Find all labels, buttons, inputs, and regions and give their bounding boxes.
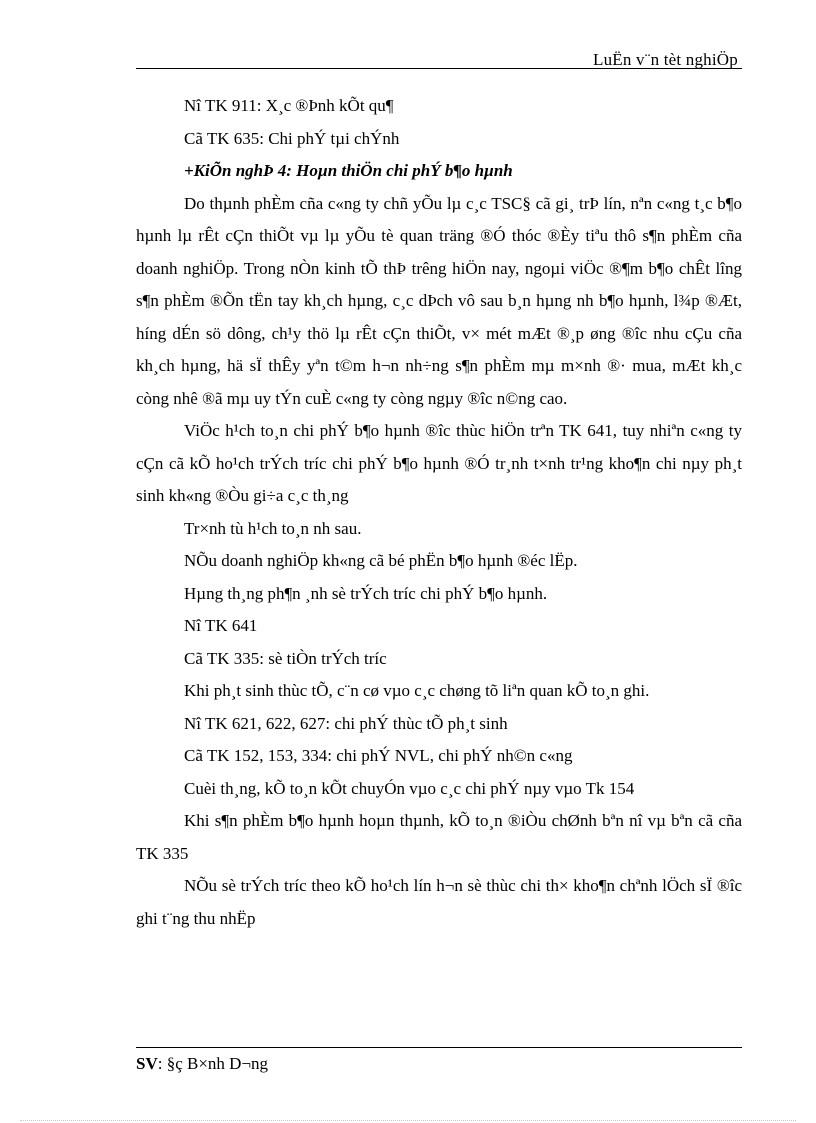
paragraph: Khi s¶n phÈm b¶o hµnh hoµn thµnh, kÕ to¸n ®iÒu chØnh bªn nî vµ bªn cã cña TK 335 [136,811,742,863]
page-footer [136,1054,268,1074]
page-header-title: LuËn v¨n tèt nghiÖp [593,50,738,69]
header-divider [136,68,742,69]
paragraph: NÕu doanh nghiÖp kh«ng cã bé phËn b¶o hµnh ®éc lËp. [184,551,578,570]
paragraph: Nî TK 641 [184,616,258,635]
paragraph: Cã TK 152, 153, 334: chi phÝ NVL, chi phÝ nh©n c«ng [184,746,573,765]
page-edge-divider [20,1120,796,1121]
paragraph: ViÖc h¹ch to¸n chi phÝ b¶o hµnh ®îc thùc hiÖn trªn TK 641, tuy nhiªn c«ng ty cÇn cã kÕ ho¹ch trÝch tríc chi phÝ b¶o hµnh ®Ó tr¸nh t×nh tr¹ng kho¶n chi nµy ph¸t sinh kh«ng ®Òu gi÷a c¸c th¸ng [136,421,742,505]
paragraph: Nî TK 621, 622, 627: chi phÝ thùc tÕ ph¸t sinh [184,713,508,733]
paragraph: Cã TK 635: Chi phÝ tµi chÝnh [184,128,400,148]
footer-divider [136,1047,742,1048]
document-body [136,90,742,935]
paragraph: Khi ph¸t sinh thùc tÕ, c¨n cø vµo c¸c chøng tõ liªn quan kÕ to¸n ghi. [184,681,650,700]
section-heading: +KiÕn nghÞ 4: Hoµn thiÖn chi phÝ b¶o hµnh [184,161,513,180]
paragraph: Cuèi th¸ng, kÕ to¸n kÕt chuyÓn vµo c¸c chi phÝ nµy vµo Tk 154 [184,778,635,798]
paragraph: Cã TK 335: sè tiÒn trÝch tríc [184,648,387,668]
paragraph: Tr×nh tù h¹ch to¸n nh sau. [184,518,362,538]
paragraph: Do thµnh phÈm cña c«ng ty chñ yÕu lµ c¸c TSC§ cã gi¸ trÞ lín, nªn c«ng t¸c b¶o hµnh lµ rÊt cÇn thiÕt vµ lµ yÕu tè quan träng ®Ó thóc ®Èy tiªu thô s¶n phÈm cña doanh nghiÖp. Trong nÒn kinh tÕ thÞ trêng hiÖn nay, ngoµi viÖc ®¶m b¶o chÊt lîng s¶n phÈm ®Õn tËn tay kh¸ch hµng, c¸c dÞch vô sau b¸n hµng nh b¶o hµnh, l¾p ®Æt, híng dÉn sö dông, ch¹y thö lµ rÊt cÇn thiÕt, v× mét mÆt ®¸p øng ®îc nhu cÇu cña kh¸ch hµng, hä sÏ thÊy yªn t©m h¬n nh÷ng s¶n phÈm mµ m×nh ®· mua, mÆt kh¸c còng nhê ®ã mµ uy tÝn cuÈ c«ng ty còng ngµy ®îc n©ng cao. [136,193,742,408]
paragraph: NÕu sè trÝch tríc theo kÕ ho¹ch lín h¬n sè thùc chi th× kho¶n chªnh lÖch sÏ ®îc ghi t¨ng thu nhËp [136,876,742,928]
footer-label: SV [136,1054,158,1073]
paragraph: Hµng th¸ng ph¶n ¸nh sè trÝch tríc chi phÝ b¶o hµnh. [184,583,548,603]
footer-author: : §ç B×nh D¬ng [157,1054,269,1073]
paragraph: Nî TK 911: X¸c ®Þnh kÕt qu¶ [184,96,394,115]
